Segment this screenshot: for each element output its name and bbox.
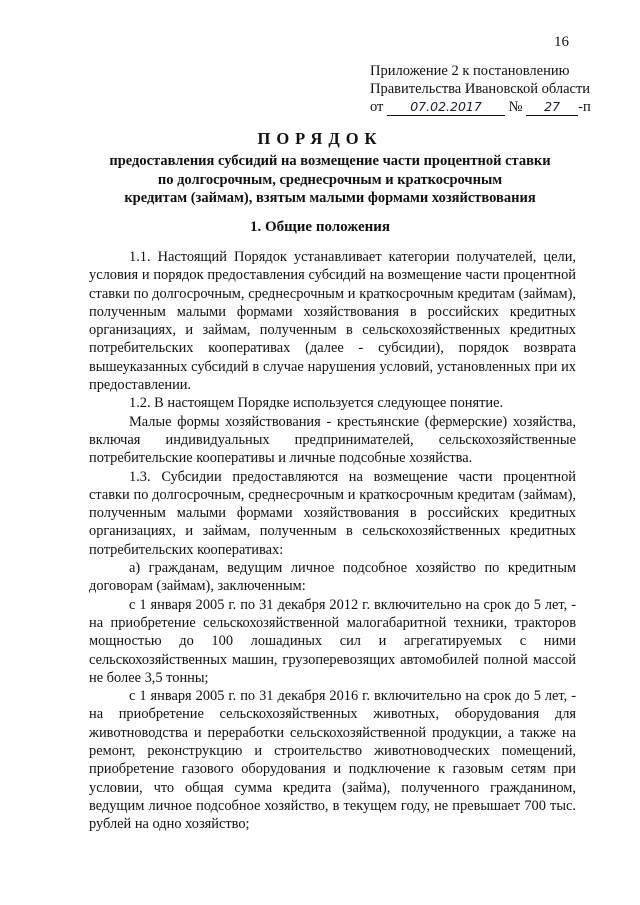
paragraph: с 1 января 2005 г. по 31 декабря 2016 г. включительно на срок до 5 лет, - на приобретение сельскохозяйственных животных, оборудования для животноводства и переработки сельскохозяйственной продукции, а также на ремонт, реконструкцию и строительство животноводческих помещений, приобретение газового оборудования и подключение к газовым сетям при условии, что общая сумма кредита (займа), полученного гражданином, ведущим личное подсобное хозяйство, в текущем году, не превышает 700 тыс. рублей на одно хозяйство; <box>89 688 576 833</box>
subtitle-line-2: по долгосрочным, среднесрочным и краткосрочным <box>157 171 503 188</box>
handwritten-number: 27 <box>526 99 578 116</box>
paragraph: Малые формы хозяйствования - крестьянские (фермерские) хозяйства, включая индивидуальных предпринимателей, сельскохозяйственные потребительские кооперативы и личные подсобные хозяйства. <box>89 413 576 467</box>
paragraph: с 1 января 2005 г. по 31 декабря 2012 г. включительно на срок до 5 лет, - на приобретение сельскохозяйственной малогабаритной техники, тракторов мощностью до 100 лошадиных сил и агрегатируемых с ними сельскохозяйственных машин, грузоперевозящих автомобилей полной массой не более 3,5 тонны; <box>89 596 576 686</box>
appendix-line-1: Приложение 2 к постановлению <box>370 63 570 79</box>
document-body <box>89 248 576 834</box>
handwritten-date: 07.02.2017 <box>387 99 505 116</box>
page-number: 16 <box>554 34 569 50</box>
section-heading: 1. Общие положения <box>249 219 391 235</box>
from-label: от <box>370 99 384 115</box>
appendix-line-2: Правительства Ивановской области <box>370 81 591 97</box>
appendix-block <box>370 62 610 116</box>
paragraph: 1.1. Настоящий Порядок устанавливает категории получателей, цели, условия и порядок предоставления субсидий на возмещение части процентной ставки по долгосрочным, среднесрочным и краткосрочным кредитам (займам), полученным малыми формами хозяйствования в российских кредитных организациях, и займам, полученным в сельскохозяйственных кредитных потребительских кооперативах (далее - субсидии), порядок возврата вышеуказанных субсидий в случае нарушения условий, установленных при их предоставлении. <box>89 249 576 394</box>
paragraph: 1.2. В настоящем Порядке используется следующее понятие. <box>129 395 504 412</box>
paragraph: 1.3. Субсидии предоставляются на возмещение части процентной ставки по долгосрочным, среднесрочным и краткосрочным кредитам (займам), полученным малыми формами хозяйствования в российских кредитных организациях, и займам, полученным в сельскохозяйственных кредитных потребительских кооперативах: <box>89 468 576 558</box>
document-title: ПОРЯДОК <box>257 129 383 148</box>
paragraph: а) гражданам, ведущим личное подсобное хозяйство по кредитным договорам (займам), заключенным: <box>89 560 576 595</box>
document-subtitle <box>80 152 580 208</box>
appendix-line-3 <box>370 98 610 116</box>
subtitle-line-3: кредитам (займам), взятым малыми формами хозяйствования <box>124 190 536 206</box>
subtitle-line-1: предоставления субсидий на возмещение части процентной ставки <box>109 153 551 169</box>
number-label: № <box>508 99 523 115</box>
number-suffix: -п <box>578 99 591 115</box>
